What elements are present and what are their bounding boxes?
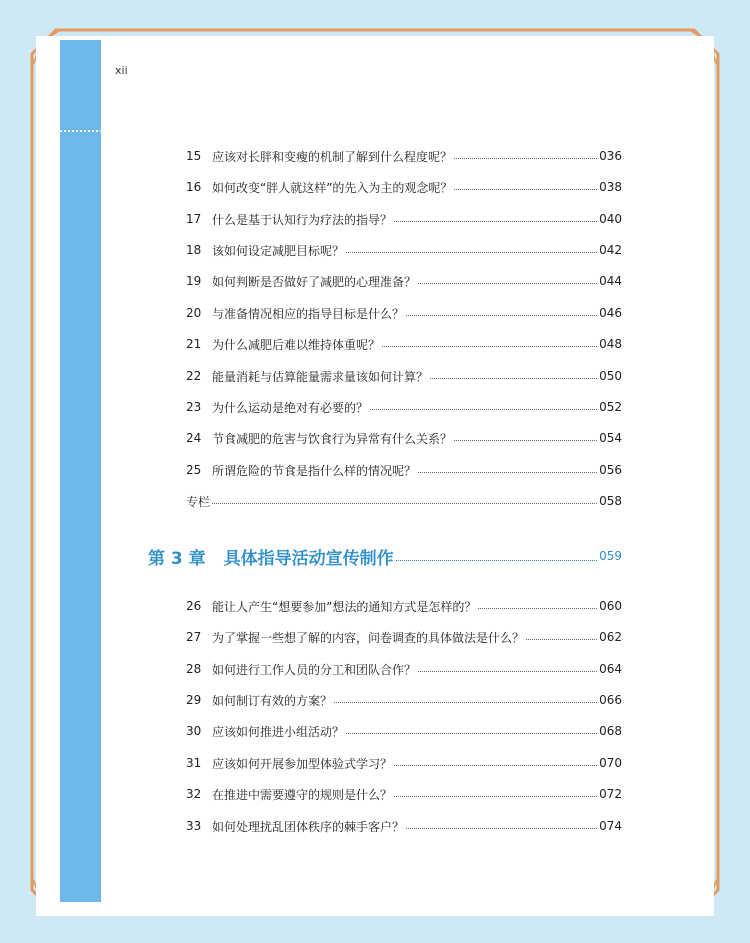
toc-entry-title: 为什么运动是绝对有必要的？ xyxy=(212,400,369,415)
toc-leader-dots xyxy=(454,158,597,159)
toc-entry-title: 节食减肥的危害与饮食行为异常有什么关系？ xyxy=(212,431,453,446)
toc-entry-title: 如何进行工作人员的分工和团队合作？ xyxy=(212,662,417,677)
toc-entry-title: 专栏 xyxy=(186,494,211,509)
toc-entry-title: 如何制订有效的方案？ xyxy=(212,693,333,708)
toc-entry-column[interactable] xyxy=(186,492,622,510)
toc-leader-dots xyxy=(370,409,597,410)
toc-entry-page: 056 xyxy=(599,463,622,477)
toc-entry[interactable] xyxy=(186,754,622,772)
toc-entry[interactable] xyxy=(186,429,622,447)
toc-entry-title: 应该如何开展参加型体验式学习？ xyxy=(212,756,393,771)
toc-entry-title: 能让人产生“想要参加”想法的通知方式是怎样的？ xyxy=(212,599,477,614)
toc-entry[interactable] xyxy=(186,210,622,228)
toc-leader-dots xyxy=(418,472,597,473)
toc-entry-number: 22 xyxy=(186,369,202,383)
toc-entry-page: 040 xyxy=(599,212,622,226)
toc-entry-page: 038 xyxy=(599,180,622,194)
toc-entry-page: 068 xyxy=(599,724,622,738)
chapter-title: 具体指导活动宣传制作 xyxy=(223,548,394,569)
toc-entry-number: 17 xyxy=(186,212,202,226)
toc-leader-dots xyxy=(406,828,597,829)
toc-entry-number: 15 xyxy=(186,149,202,163)
toc-entry-title: 所谓危险的节食是指什么样的情况呢？ xyxy=(212,463,417,478)
toc-leader-dots xyxy=(346,733,597,734)
toc-entry[interactable] xyxy=(186,785,622,803)
toc-leader-dots xyxy=(394,221,597,222)
chapter-heading[interactable] xyxy=(148,543,622,569)
toc-entry-title: 为什么减肥后难以维持体重呢？ xyxy=(212,337,381,352)
toc-entry-title: 什么是基于认知行为疗法的指导？ xyxy=(212,212,393,227)
chapter-page: 059 xyxy=(599,549,622,563)
toc-entry-page: 064 xyxy=(599,662,622,676)
toc-entry-page: 054 xyxy=(599,431,622,445)
toc-leader-dots xyxy=(418,283,597,284)
toc-entry-title: 应该如何推进小组活动？ xyxy=(212,724,345,739)
toc-entry[interactable] xyxy=(186,722,622,740)
toc-leader-dots xyxy=(406,315,597,316)
toc-entry-title: 能量消耗与估算能量需求量该如何计算？ xyxy=(212,369,429,384)
toc-entry-number: 30 xyxy=(186,724,202,738)
toc-entry-number: 26 xyxy=(186,599,202,613)
toc-entry[interactable] xyxy=(186,367,622,385)
toc-entry[interactable] xyxy=(186,335,622,353)
toc-entry-title: 如何处理扰乱团体秩序的棘手客户？ xyxy=(212,819,405,834)
toc-entry-number: 27 xyxy=(186,630,202,644)
toc-entry-number: 20 xyxy=(186,306,202,320)
toc-entry[interactable] xyxy=(186,660,622,678)
side-color-strip xyxy=(60,40,101,902)
toc-entry-page: 060 xyxy=(599,599,622,613)
toc-entry-title: 在推进中需要遵守的规则是什么？ xyxy=(212,787,393,802)
toc-entry-page: 052 xyxy=(599,400,622,414)
toc-entry[interactable] xyxy=(186,691,622,709)
toc-leader-dots xyxy=(454,440,597,441)
toc-entry[interactable] xyxy=(186,178,622,196)
toc-entry-page: 072 xyxy=(599,787,622,801)
toc-entry[interactable] xyxy=(186,597,622,615)
chapter-leader-dots xyxy=(396,560,597,561)
toc-entry-number: 18 xyxy=(186,243,202,257)
toc-entry[interactable] xyxy=(186,272,622,290)
toc-entry-number: 32 xyxy=(186,787,202,801)
toc-entry[interactable] xyxy=(186,817,622,835)
toc-entry-page: 046 xyxy=(599,306,622,320)
toc-entry-title: 如何改变“胖人就这样”的先入为主的观念呢？ xyxy=(212,180,453,195)
toc-leader-dots xyxy=(394,796,597,797)
toc-entry-page: 070 xyxy=(599,756,622,770)
toc-entry[interactable] xyxy=(186,628,622,646)
toc-entry[interactable] xyxy=(186,147,622,165)
toc-entry-number: 28 xyxy=(186,662,202,676)
toc-leader-dots xyxy=(526,639,597,640)
toc-leader-dots xyxy=(394,765,597,766)
toc-entry-number: 23 xyxy=(186,400,202,414)
toc-leader-dots xyxy=(454,189,597,190)
toc-entry-number: 33 xyxy=(186,819,202,833)
toc-entry-number: 29 xyxy=(186,693,202,707)
toc-entry-page: 074 xyxy=(599,819,622,833)
toc-entry-number: 16 xyxy=(186,180,202,194)
toc-entry-page: 050 xyxy=(599,369,622,383)
toc-entry-page: 058 xyxy=(599,494,622,508)
toc-leader-dots xyxy=(430,378,597,379)
toc-entry-page: 044 xyxy=(599,274,622,288)
toc-entry-page: 062 xyxy=(599,630,622,644)
toc-entry-number: 19 xyxy=(186,274,202,288)
toc-entry-number: 24 xyxy=(186,431,202,445)
toc-leader-dots xyxy=(478,608,597,609)
toc-entry-title: 与准备情况相应的指导目标是什么？ xyxy=(212,306,405,321)
toc-entry-page: 066 xyxy=(599,693,622,707)
toc-entry-number: 31 xyxy=(186,756,202,770)
toc-entry-title: 如何判断是否做好了减肥的心理准备？ xyxy=(212,274,417,289)
toc-leader-dots xyxy=(334,702,597,703)
toc-entry[interactable] xyxy=(186,304,622,322)
toc-entry-title: 为了掌握一些想了解的内容，问卷调查的具体做法是什么？ xyxy=(212,630,525,645)
toc-leader-dots xyxy=(212,503,597,504)
toc-entry-number: 25 xyxy=(186,463,202,477)
toc-entry-page: 036 xyxy=(599,149,622,163)
strip-dotted-line xyxy=(60,130,102,132)
toc-entry-page: 042 xyxy=(599,243,622,257)
toc-leader-dots xyxy=(418,671,597,672)
toc-leader-dots xyxy=(382,346,597,347)
toc-entry-title: 应该对长胖和变瘦的机制了解到什么程度呢？ xyxy=(212,149,453,164)
toc-entry[interactable] xyxy=(186,241,622,259)
toc-entry[interactable] xyxy=(186,398,622,416)
toc-leader-dots xyxy=(346,252,597,253)
toc-entry-number: 21 xyxy=(186,337,202,351)
toc-entry-page: 048 xyxy=(599,337,622,351)
chapter-label: 第 3 章 xyxy=(148,548,206,569)
toc-entry-title: 该如何设定减肥目标呢？ xyxy=(212,243,345,258)
toc-entry[interactable] xyxy=(186,461,622,479)
page-number: xii xyxy=(115,64,128,77)
